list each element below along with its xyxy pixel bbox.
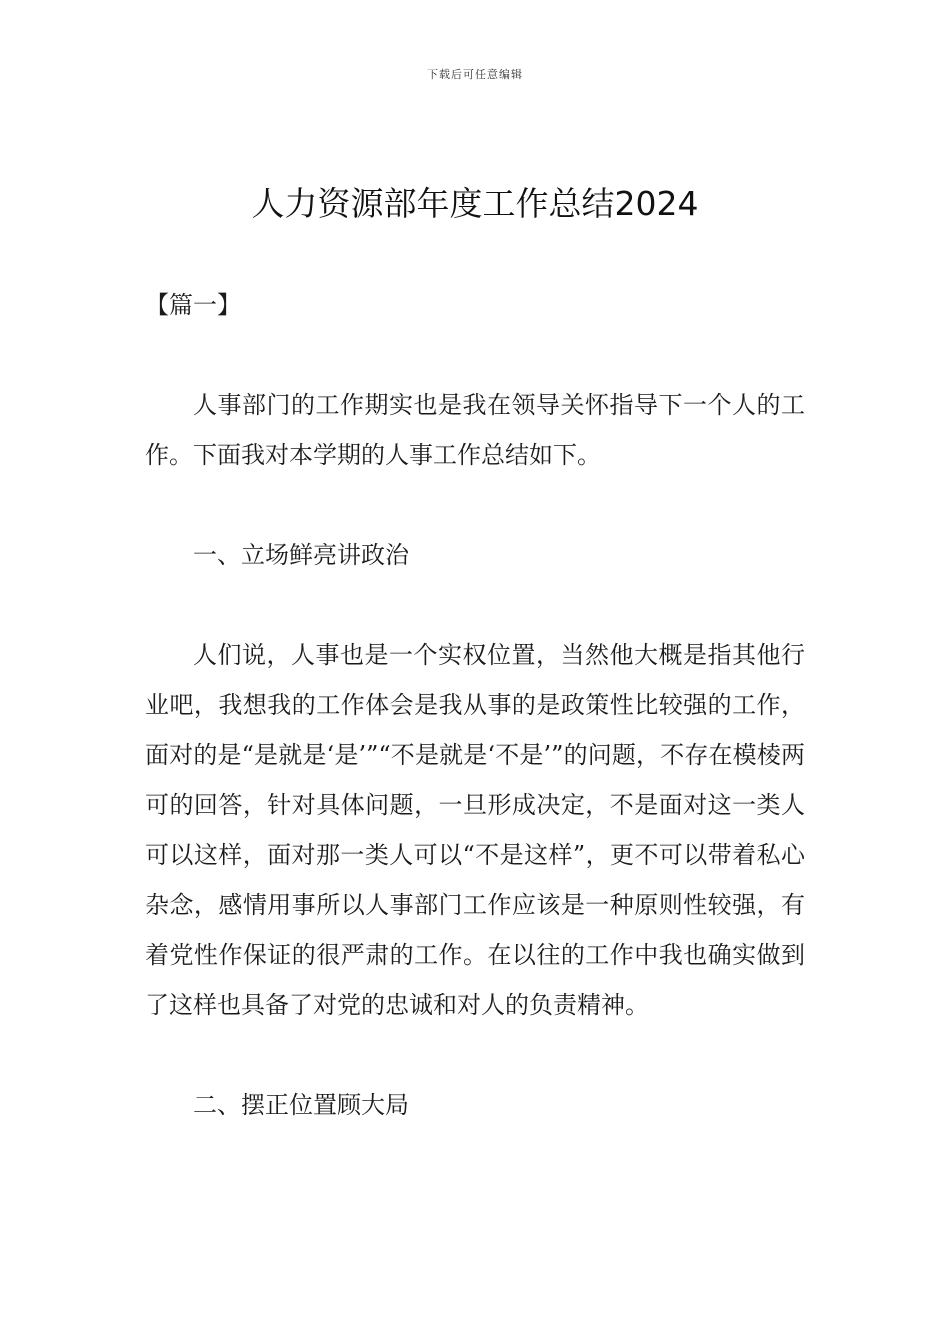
spacer: [145, 480, 805, 530]
section-heading-2: 二、摆正位置顾大局: [193, 1091, 409, 1119]
document-title: 人力资源部年度工作总结2024: [251, 184, 699, 223]
body-paragraph-1: 人们说，人事也是一个实权位置，当然他大概是指其他行业吧，我想我的工作体会是我从事的是政策性比较强的工作，面对的是“是就是‘是’”“不是就是‘不是’”的问题，不存在模棱两可的回答，针对具体问题，一旦形成决定，不是面对这一类人可以这样，面对那一类人可以“不是这样”，更不可以带着私心杂念，感情用事所以人事部门工作应该是一种原则性较强，有着党性作保证的很严肃的工作。在以往的工作中我也确实做到了这样也具备了对党的忠诚和对人的负责精神。: [145, 641, 805, 1019]
spacer: [145, 1030, 805, 1080]
spacer: [145, 580, 805, 630]
spacer: [145, 330, 805, 380]
intro-paragraph: 人事部门的工作期实也是我在领导关怀指导下一个人的工作。下面我对本学期的人事工作总结如下。: [145, 391, 805, 469]
document-body: [145, 280, 805, 1130]
header-note: 下载后可任意编辑: [427, 68, 523, 81]
section-tag: 【篇一】: [145, 291, 241, 319]
section-heading-1: 一、立场鲜亮讲政治: [193, 541, 409, 569]
